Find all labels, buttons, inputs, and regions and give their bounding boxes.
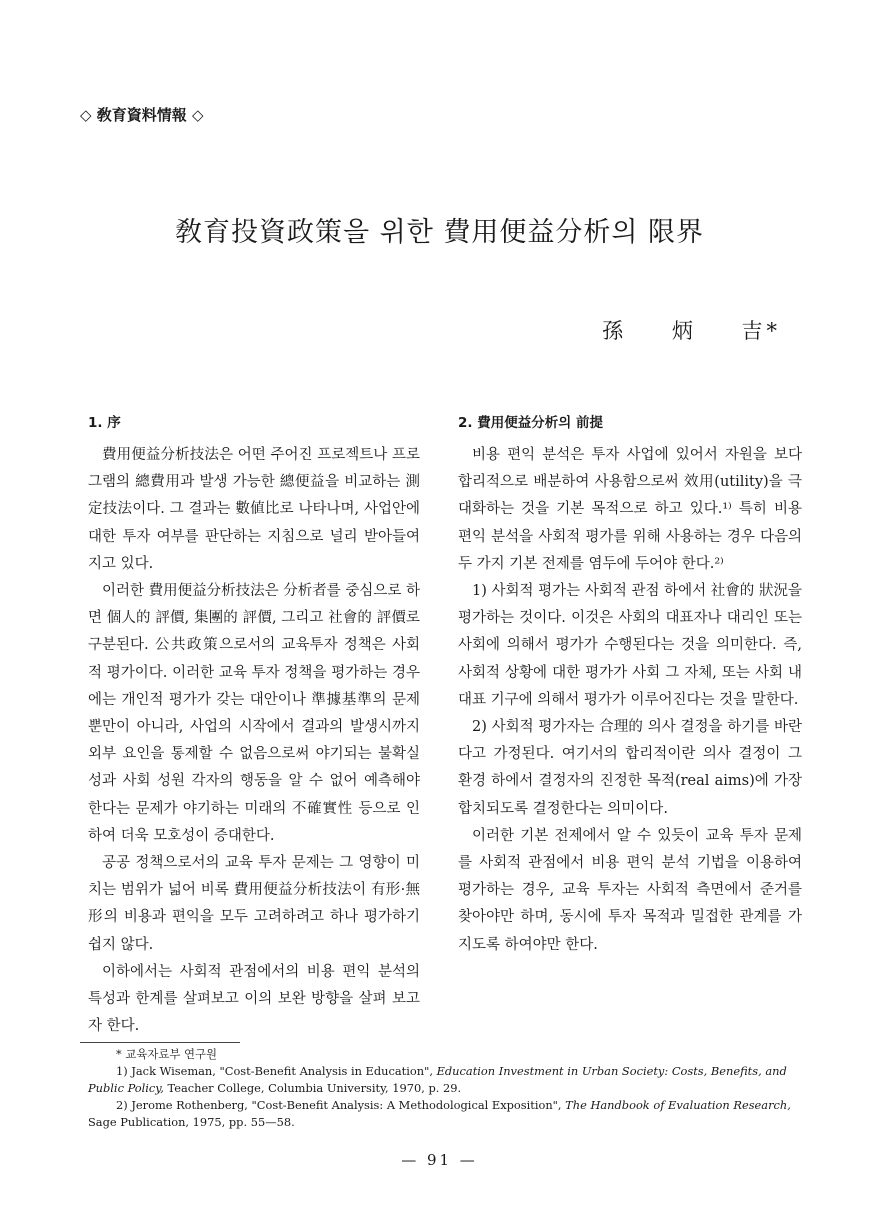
footnote-2 — [88, 1097, 804, 1131]
paragraph: 費用便益分析技法은 어떤 주어진 프로젝트나 프로그램의 總費用과 발생 가능한 總便益을 비교하는 測定技法이다. 그 결과는 數値比로 나타나며, 사업안에 대한 투자 여부를 판단하는 지침으로 널리 받아들여지고 있다. — [88, 447, 420, 572]
paragraph: 비용 편익 분석은 투자 사업에 있어서 자원을 보다 합리적으로 배분하여 사용함으로써 效用(utility)을 극대화하는 것을 기본 목적으로 하고 있다.¹⁾ 특히 비용 편익 분석을 사회적 평가를 위해 사용하는 경우 다음의 두 가지 기본 전제를 염두에 두어야 한다.²⁾ — [458, 447, 802, 572]
paragraph: 공공 정책으로서의 교육 투자 문제는 그 영향이 미치는 범위가 넓어 비록 費用便益分析技法이 有形·無形의 비용과 편익을 모두 고려하려고 하나 평가하기 쉽지 않다. — [88, 855, 420, 953]
section-tag: ◇ 敎育資料情報 ◇ — [80, 106, 204, 124]
page-number: — 91 — — [401, 1151, 478, 1169]
affiliation-note: * 교육자료부 연구원 — [116, 1047, 217, 1061]
footnote-article: "Cost-Benefit Analysis in Education", — [219, 1064, 433, 1078]
footnote-author: Jerome Rothenberg, — [131, 1098, 248, 1112]
paragraph: 이러한 費用便益分析技法은 分析者를 중심으로 하면 個人的 評價, 集團的 評價, 그리고 社會的 評價로 구분된다. 公共政策으로서의 교육투자 정책은 사회적 평가이다. 이러한 교육 투자 정책을 평가하는 경우에는 개인적 평가가 갖는 대안이나 準據基準의 문제 뿐만이 아니라, 사업의 시작에서 결과의 발생시까지 외부 요인을 통제할 수 없음으로써 야기되는 불확실성과 사회 성원 각자의 행동을 알 수 없어 예측해야 한다는 문제가 야기하는 미래의 不確實性 등으로 인하여 더욱 모호성이 증대한다. — [88, 583, 421, 844]
author-name: 孫 炳 吉* — [602, 319, 781, 343]
paragraph: 1) 사회적 평가는 사회적 관점 하에서 社會的 狀況을 평가하는 것이다. 이것은 사회의 대표자나 대리인 또는 사회에 의해서 평가가 수행된다는 것을 의미한다. 즉, 사회적 상황에 대한 평가가 사회 그 자체, 또는 사회 내 대표 기구에 의해서 평가가 이루어진다는 것을 말한다. — [458, 583, 802, 708]
section-heading-premises: 2. 費用便益分析의 前提 — [458, 415, 603, 431]
footnotes — [88, 1046, 804, 1131]
footnote-publisher: Sage Publication, 1975, pp. 55—58. — [88, 1115, 295, 1129]
left-column — [88, 412, 420, 1040]
right-column — [458, 412, 802, 959]
article-title: 敎育投資政策을 위한 費用便益分析의 限界 — [174, 217, 705, 248]
footnote-author: Jack Wiseman, — [131, 1064, 216, 1078]
footnote-article: "Cost-Benefit Analysis: A Methodological Exposition", — [251, 1098, 562, 1112]
footnote-marker: 2) — [116, 1098, 128, 1112]
paragraph: 이하에서는 사회적 관점에서의 비용 편익 분석의 특성과 한계를 살펴보고 이의 보완 방향을 살펴 보고자 한다. — [88, 963, 420, 1035]
paragraph: 이러한 기본 전제에서 알 수 있듯이 교육 투자 문제를 사회적 관점에서 비용 편익 분석 기법을 이용하여 평가하는 경우, 교육 투자는 사회적 측면에서 준거를 찾아야만 하며, 동시에 투자 목적과 밀접한 관계를 가지도록 하여야만 한다. — [458, 827, 802, 953]
footnote-publisher: Teacher College, Columbia University, 1970, p. 29. — [167, 1081, 462, 1095]
footnote-book: Education Investment in Urban Society: Costs, Benefits, and Public Policy, — [88, 1064, 787, 1095]
paragraph: 2) 사회적 평가자는 合理的 의사 결정을 하기를 바란다고 가정된다. 여기서의 합리적이란 의사 결정이 그 환경 하에서 결정자의 진정한 목적(real aims)에 가장 합치되도록 결정한다는 의미이다. — [458, 719, 802, 817]
section-heading-intro: 1. 序 — [88, 415, 121, 431]
footnote-divider — [80, 1042, 240, 1043]
footnote-1 — [88, 1063, 804, 1097]
footnote-book: The Handbook of Evaluation Research, — [565, 1098, 791, 1112]
footnote-marker: 1) — [116, 1064, 128, 1078]
